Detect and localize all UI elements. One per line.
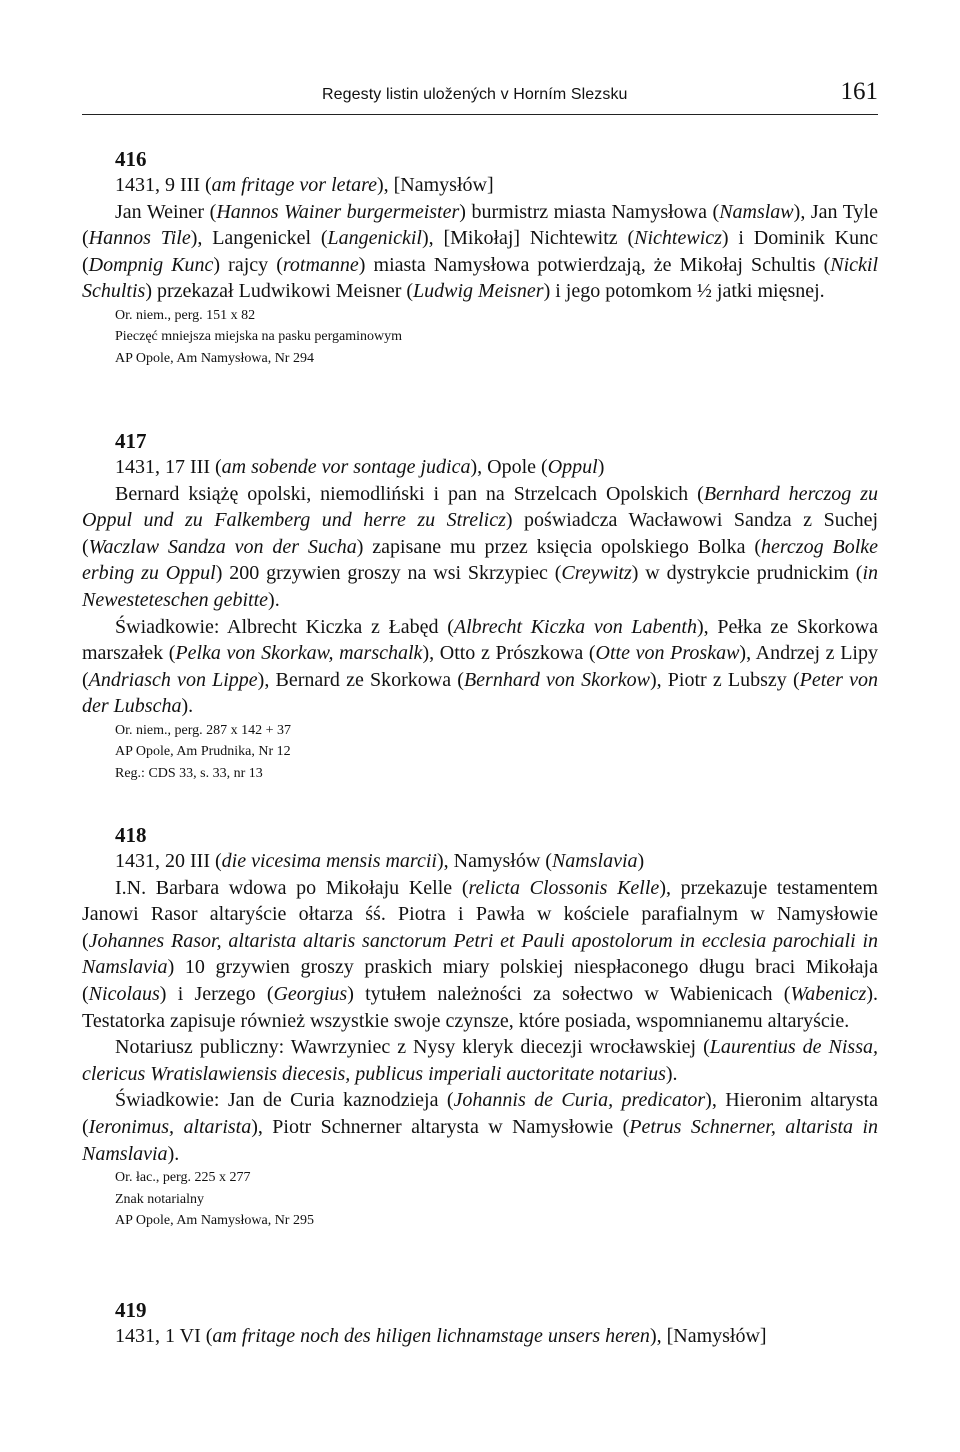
- entry-number: 418: [115, 823, 147, 847]
- italic-run: Namslavia: [551, 850, 638, 872]
- archival-note: Or. niem., perg. 151 x 82: [115, 307, 256, 323]
- entry-text: [82, 454, 878, 720]
- entry-paragraph: [82, 875, 878, 1035]
- entry-date-line: [82, 172, 878, 199]
- text-run: ), Langenickel (: [190, 227, 328, 250]
- italic-run: Georgius: [273, 982, 348, 1005]
- text-run: 1431, 9 III (: [115, 174, 212, 196]
- italic-run: Nicolaus: [88, 982, 160, 1005]
- text-run: ): [597, 456, 605, 478]
- text-run: ), Bernard ze Skorkowa (: [257, 668, 464, 691]
- italic-run: Laurentius de Nissa, clericus Wratislawiensis diecesis, publicus imperiali auctoritate notarius: [82, 1036, 878, 1085]
- archival-note: AP Opole, Am Namysłowa, Nr 295: [115, 1213, 314, 1229]
- italic-run: Namslaw: [719, 200, 794, 223]
- text-run: ) miasta Namysłowa potwierdzają, że Mikołaj Schultis (: [358, 253, 831, 276]
- italic-run: Hannos Tile: [88, 227, 191, 250]
- entry-number: 419: [115, 1298, 147, 1322]
- text-run: ), Otto z Prószkowa (: [422, 642, 596, 665]
- text-run: ) tytułem należności za sołectwo w Wabienicach (: [347, 982, 791, 1005]
- italic-run: Johannes Rasor, altarista altaris sanctorum Petri et Pauli apostolorum in ecclesia parochiali in Namslavia: [82, 929, 878, 979]
- text-run: ) w dystrykcie prudnickim (: [631, 562, 863, 585]
- archival-note: Or. łac., perg. 225 x 277: [115, 1170, 251, 1186]
- italic-run: Bernhard herczog zu Oppul und zu Falkemberg und herre zu Strelicz: [82, 482, 879, 532]
- running-title: Regesty listin uložených v Horním Slezsku: [322, 86, 628, 103]
- text-run: ).: [181, 695, 194, 718]
- text-run: ) burmistrz miasta Namysłowa (: [459, 200, 720, 223]
- entry-date-line: [82, 454, 878, 481]
- italic-run: Pelka von Skorkaw, marschalk: [175, 642, 423, 665]
- italic-run: Ludwig Meisner: [413, 280, 544, 303]
- text-run: ), Andrzej z Lipy (: [82, 642, 878, 691]
- text-run: 1431, 17 III (: [115, 456, 222, 478]
- text-run: ) poświadcza Wacławowi Sandza z Suchej (: [82, 509, 879, 558]
- entry-paragraph: [82, 1034, 878, 1087]
- entry-419: [82, 1297, 878, 1350]
- italic-run: in Newesteteschen gebitte: [82, 562, 879, 611]
- text-run: ), Piotr z Lubszy (: [649, 668, 800, 691]
- text-run: ).: [167, 1142, 180, 1165]
- text-run: ), przekazuje testamentem Janowi Rasor altaryście ołtarza śś. Piotra i Pawła w kościele parafialnym w Namysłowie (: [82, 876, 878, 952]
- entry-notes: [82, 1167, 878, 1232]
- text-run: ) i Dominik Kunc (: [82, 227, 878, 276]
- text-run: ), Pełka ze Skorkowa marszałek (: [82, 615, 879, 665]
- entry-paragraph: [82, 1087, 878, 1167]
- entry-number: 417: [115, 429, 147, 453]
- text-run: ) zapisane mu przez księcia opolskiego Bolka (: [356, 535, 762, 558]
- entry-number: 416: [115, 147, 147, 171]
- italic-run: Johannis de Curia, predicator: [453, 1089, 706, 1112]
- text-run: ) przekazał Ludwikowi Meisner (: [145, 280, 414, 303]
- entry-418: [82, 822, 878, 1232]
- entry-date-line: [82, 848, 878, 875]
- italic-run: Wabenicz: [790, 982, 867, 1005]
- entry-416: [82, 146, 878, 369]
- italic-run: am fritage noch des hiligen lichnamstage unsers heren: [212, 1325, 650, 1347]
- entry-text: [82, 172, 878, 305]
- text-run: Notariusz publiczny: Wawrzyniec z Nysy kleryk diecezji wrocławskiej (: [115, 1036, 710, 1059]
- entry-paragraph: [82, 481, 878, 614]
- text-run: ), Namysłów (: [436, 850, 552, 872]
- italic-run: Albrecht Kiczka von Labenth: [453, 615, 697, 638]
- italic-run: die vicesima mensis marcii: [221, 850, 437, 872]
- text-run: ), Piotr Schnerner altarysta w Namysłowie (: [251, 1115, 630, 1138]
- italic-run: Nichtewicz: [634, 227, 722, 250]
- text-run: ) 10 grzywien groszy praskich miary polskiej niespłaconego długu braci Mikołaja (: [82, 956, 878, 1005]
- text-run: Jan Weiner (: [115, 200, 217, 223]
- italic-run: am sobende vor sontage judica: [221, 456, 471, 478]
- text-run: ) i jego potomkom ½ jatki mięsnej.: [543, 280, 825, 303]
- text-run: ).: [665, 1062, 678, 1085]
- text-run: ) 200 grzywien groszy na wsi Skrzypiec (: [215, 562, 562, 585]
- italic-run: Waczlaw Sandza von der Sucha: [88, 535, 357, 558]
- italic-run: Oppul: [547, 456, 598, 478]
- entry-paragraph: [82, 199, 878, 305]
- archival-note: Reg.: CDS 33, s. 33, nr 13: [115, 765, 263, 781]
- text-run: ), Opole (: [470, 456, 548, 478]
- italic-run: rotmanne: [282, 253, 359, 276]
- text-run: ) rajcy (: [213, 253, 283, 276]
- entry-date-line: [82, 1323, 878, 1350]
- entry-paragraph: [82, 614, 878, 720]
- text-run: Świadkowie: Albrecht Kiczka z Łabęd (: [115, 615, 454, 638]
- archival-note: Or. niem., perg. 287 x 142 + 37: [115, 722, 292, 738]
- archival-note: AP Opole, Am Namysłowa, Nr 294: [115, 350, 314, 366]
- italic-run: Petrus Schnerner, altarista in Namslavia: [82, 1115, 879, 1165]
- text-run: ) i Jerzego (: [159, 982, 274, 1005]
- archival-note: AP Opole, Am Prudnika, Nr 12: [115, 744, 291, 760]
- text-run: 1431, 1 VI (: [115, 1325, 213, 1347]
- text-run: Bernard książę opolski, niemodliński i pan na Strzelcach Opolskich (: [115, 482, 704, 505]
- text-run: ), [Namysłów]: [649, 1325, 767, 1347]
- italic-run: Otte von Proskaw: [595, 642, 740, 665]
- italic-run: Andriasch von Lippe: [88, 668, 258, 691]
- archival-note: Znak notarialny: [115, 1191, 205, 1207]
- italic-run: Hannos Wainer burgermeister: [216, 200, 460, 223]
- text-run: ). Testatorka zapisuje również wszystkie swoje czynsze, które posiada, wspomnianemu altaryście.: [82, 982, 879, 1032]
- text-run: ), Hieronim altarysta (: [82, 1089, 878, 1138]
- archival-note: Pieczęć mniejsza miejska na pasku pergaminowym: [115, 329, 403, 345]
- text-run: ).: [268, 588, 280, 611]
- italic-run: Ieronimus, altarista: [88, 1115, 252, 1138]
- italic-run: relicta Clossonis Kelle: [468, 876, 660, 899]
- italic-run: am fritage vor letare: [211, 174, 377, 196]
- italic-run: herczog Bolke erbing zu Oppul: [82, 535, 878, 585]
- text-run: 1431, 20 III (: [115, 850, 222, 872]
- italic-run: Nickil Schultis: [82, 253, 878, 303]
- entry-417: [82, 428, 878, 784]
- entry-notes: [82, 305, 878, 370]
- text-run: Świadkowie: Jan de Curia kaznodzieja (: [115, 1089, 454, 1112]
- text-run: I.N. Barbara wdowa po Mikołaju Kelle (: [115, 876, 469, 899]
- italic-run: Creywitz: [561, 562, 632, 585]
- entry-notes: [82, 720, 878, 785]
- text-run: ), [Namysłów]: [376, 174, 494, 196]
- italic-run: Langenickil: [327, 227, 422, 250]
- page-number: 161: [840, 78, 878, 105]
- italic-run: Peter von der Lubscha: [82, 668, 878, 718]
- entry-text: [82, 848, 878, 1167]
- text-run: ), Jan Tyle (: [82, 200, 878, 250]
- text-run: ): [637, 850, 645, 872]
- text-run: ), [Mikołaj] Nichtewitz (: [421, 227, 635, 250]
- entry-text: [82, 1323, 878, 1350]
- italic-run: Dompnig Kunc: [88, 253, 214, 276]
- italic-run: Bernhard von Skorkow: [463, 668, 650, 691]
- running-header: [82, 80, 878, 115]
